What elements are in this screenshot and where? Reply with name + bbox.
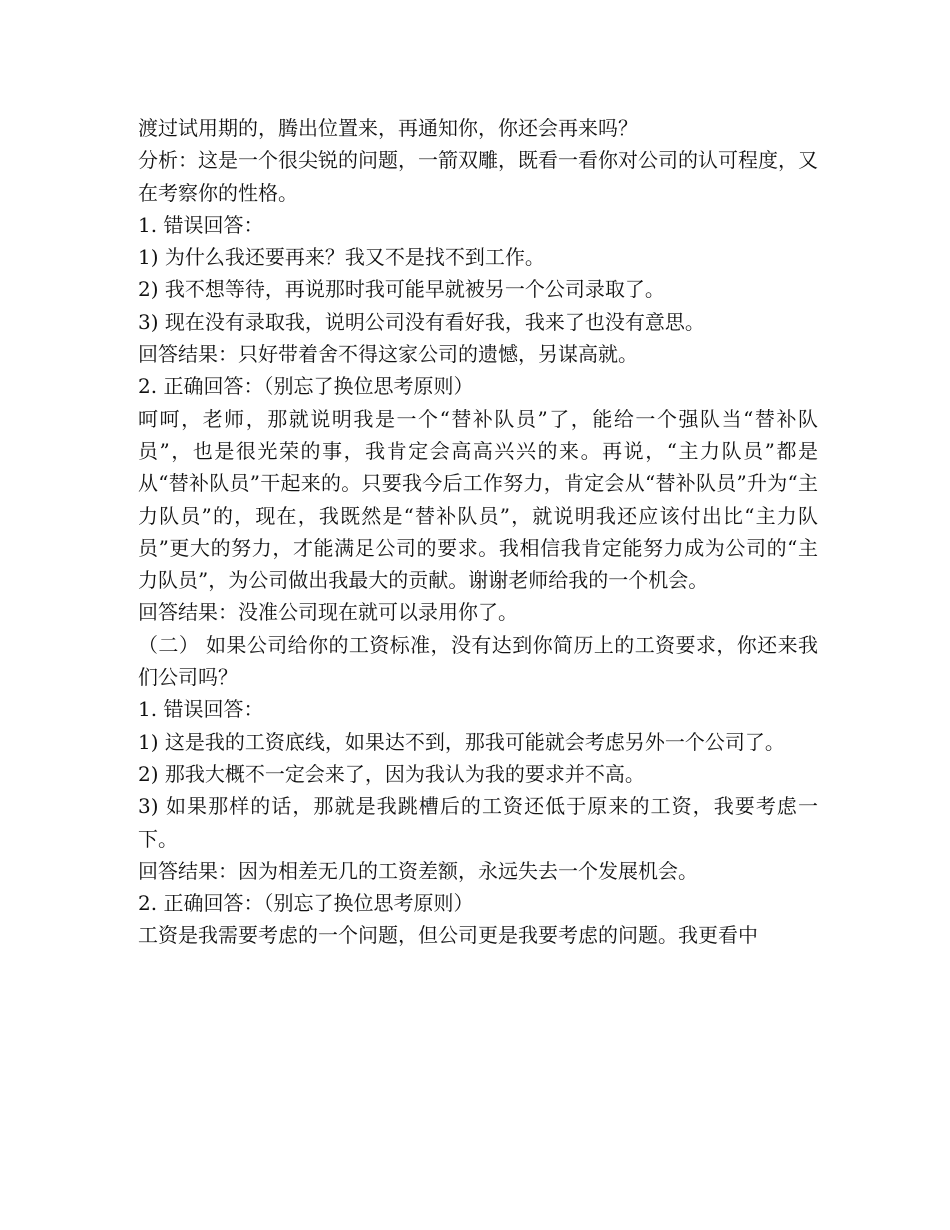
paragraph-analysis: 分析：这是一个很尖锐的问题，一箭双雕，既看一看你对公司的认可程度，又在考察你的性格。 xyxy=(138,148,818,205)
heading-question-2: （二） 如果公司给你的工资标准，没有达到你简历上的工资要求，你还来我们公司吗？ xyxy=(138,632,818,690)
list-item-wrong-1-2: 2) 我不想等待，再说那时我可能早就被另一个公司录取了。 xyxy=(138,277,665,302)
document-page xyxy=(138,112,818,952)
paragraph-correct-answer-1: 呵呵，老师，那就说明我是一个“替补队员”了，能给一个强队当“替补队员”，也是很光荣的事，我肯定会高高兴兴的来。再说，“主力队员”都是从“替补队员”干起来的。只要我今后工作努力，肯定会从“替补队员”升为“主力队员”的，现在，我既然是“替补队员”，就说明我还应该付出比“主力队员”更大的努力，才能满足公司的要求。我相信我肯定能努力成为公司的“主力队员”，为公司做出我最大的贡献。谢谢老师给我的一个机会。 xyxy=(138,406,818,593)
heading-wrong-answer-1: 1. 错误回答： xyxy=(138,212,264,237)
paragraph-result-3: 回答结果：因为相差无几的工资差额，永远失去一个发展机会。 xyxy=(138,858,698,883)
list-item-wrong-1-3: 3) 现在没有录取我，说明公司没有看好我，我来了也没有意思。 xyxy=(138,309,705,334)
heading-correct-answer-1: 2. 正确回答：（别忘了换位思考原则） xyxy=(138,374,474,399)
heading-correct-answer-2: 2. 正确回答：（别忘了换位思考原则） xyxy=(138,891,474,916)
paragraph-question-continuation: 渡过试用期的，腾出位置来，再通知你，你还会再来吗？ xyxy=(138,116,638,140)
list-item-wrong-2-3: 3) 如果那样的话，那就是我跳槽后的工资还低于原来的工资，我要考虑一下。 xyxy=(138,794,818,851)
heading-wrong-answer-2: 1. 错误回答： xyxy=(138,697,264,722)
list-item-wrong-1-1: 1) 为什么我还要再来？我又不是找不到工作。 xyxy=(138,245,545,270)
list-item-wrong-2-1: 1) 这是我的工资底线，如果达不到，那我可能就会考虑另外一个公司了。 xyxy=(138,729,785,754)
paragraph-result-2: 回答结果：没准公司现在就可以录用你了。 xyxy=(138,600,518,625)
paragraph-result-1: 回答结果：只好带着舍不得这家公司的遗憾，另谋高就。 xyxy=(138,342,638,367)
list-item-wrong-2-2: 2) 那我大概不一定会来了，因为我认为我的要求并不高。 xyxy=(138,761,645,786)
paragraph-correct-answer-2: 工资是我需要考虑的一个问题，但公司更是我要考虑的问题。我更看中 xyxy=(138,923,758,948)
